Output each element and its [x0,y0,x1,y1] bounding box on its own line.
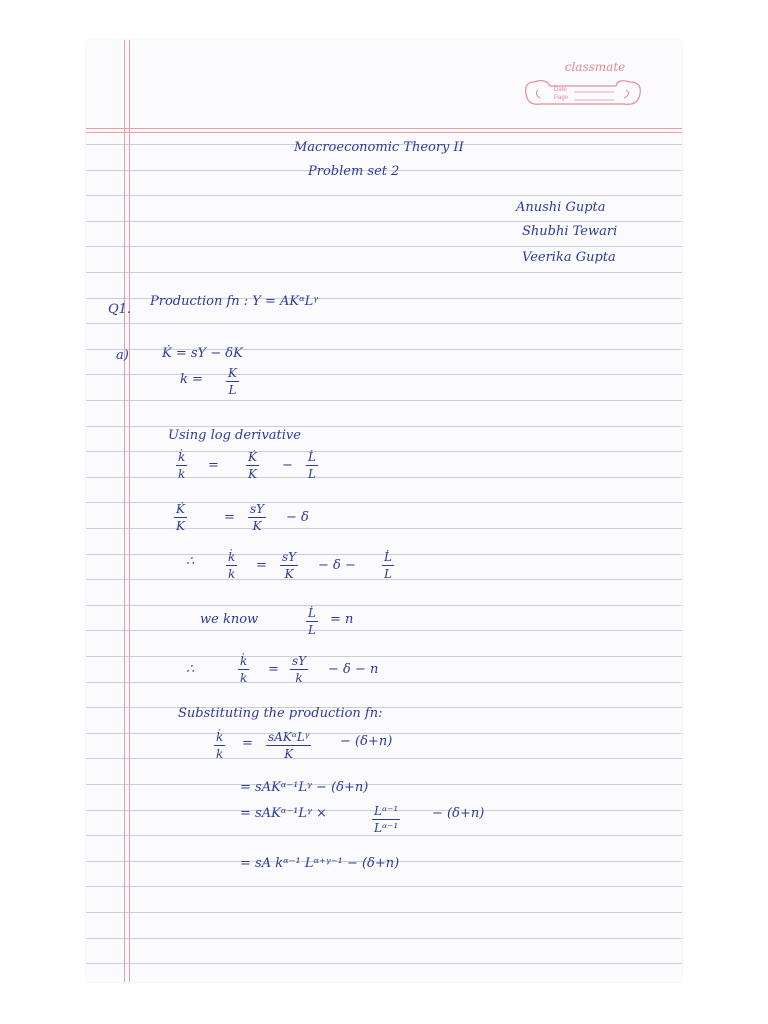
ruled-line [86,426,682,427]
ruled-line [86,323,682,324]
Kdot-over-K: K̇ K [176,502,185,533]
ruled-line [86,784,682,785]
question-label: Q1. [108,302,132,317]
minus-delta-plus-n: − (δ+n) [432,806,485,821]
ruled-line [86,272,682,273]
equals-sign: = [256,558,267,573]
labor-ratio-fraction: Lᵅ⁻¹ Lᵅ⁻¹ [374,804,399,835]
author-name: Veerika Gupta [522,250,616,265]
ruled-line [86,938,682,939]
course-title: Macroeconomic Theory II [294,140,464,155]
equals-sign: = [268,662,279,677]
equals-n: = n [330,612,354,627]
we-know-text: we know [200,612,259,627]
section-heading: Using log derivative [168,428,301,443]
ruled-line [86,963,682,964]
classmate-stamp [520,60,646,118]
capital-per-worker-label: k = [180,372,203,387]
kdot-over-k: k̇ k [240,654,248,685]
equals-sign: = [242,736,253,751]
ruled-line [86,758,682,759]
Kdot-over-K: K̇ K [248,450,257,481]
author-name: Anushi Gupta [516,200,606,215]
derivation-step: = sA kᵅ⁻¹ Lᵅ⁺ᵞ⁻¹ − (δ+n) [240,856,400,871]
sY-over-k: sY k [292,654,307,685]
notebook-page [86,40,682,982]
equals-sign: = [208,458,219,473]
stamp-date-label: Date [554,87,567,93]
stamp-brand: classmate [564,60,626,74]
author-name: Shubhi Tewari [522,224,618,239]
ruled-line [86,835,682,836]
ruled-line [86,886,682,887]
ruled-line [86,912,682,913]
kdot-over-k: k̇ k [178,450,186,481]
capital-accumulation-equation: K̇ = sY − δK [162,346,243,361]
margin-line-2 [129,40,130,982]
ruled-line [86,656,682,657]
Ldot-over-L: L̇ L [384,550,392,581]
minus-delta-minus: − δ − [318,558,356,573]
ruled-line [86,246,682,247]
ruled-line [86,400,682,401]
substituted-fraction: sAKᵅLᵞ K [268,730,310,761]
stamp-page-label: Page [554,95,569,101]
ruled-line [86,605,682,606]
problem-set-title: Problem set 2 [308,164,400,179]
therefore-icon: ∴ [186,662,195,677]
ruled-line [86,221,682,222]
part-label: a) [116,348,129,363]
minus-delta-minus-n: − δ − n [328,662,379,677]
therefore-icon: ∴ [186,554,195,569]
ruled-line [86,195,682,196]
kdot-over-k: k̇ k [228,550,236,581]
fraction-denominator: L [228,383,237,397]
sY-over-K: sY K [250,502,265,533]
derivation-step: = sAKᵅ⁻¹Lᵞ × [240,806,327,821]
capital-per-worker-fraction [226,366,239,397]
sY-over-K: sY K [282,550,297,581]
header-red-line-2 [86,132,682,133]
Ldot-over-L: L̇ L [308,606,316,637]
fraction-bar [226,381,239,382]
ruled-line [86,682,682,683]
minus-sign: − [282,458,293,473]
fraction-numerator: K [228,366,237,380]
section-heading: Substituting the production fn: [178,706,383,721]
production-function: Production fn : Y = AKᵅLᵞ [150,294,319,309]
minus-delta-plus-n: − (δ+n) [340,734,393,749]
Ldot-over-L: L̇ L [308,450,316,481]
equals-sign: = [224,510,235,525]
ruled-line [86,707,682,708]
ruled-line [86,630,682,631]
margin-line [124,40,125,982]
derivation-step: = sAKᵅ⁻¹Lᵞ − (δ+n) [240,780,369,795]
ruled-line [86,374,682,375]
header-red-line [86,128,682,129]
minus-delta: − δ [286,510,309,525]
kdot-over-k: k̇ k [216,730,224,761]
